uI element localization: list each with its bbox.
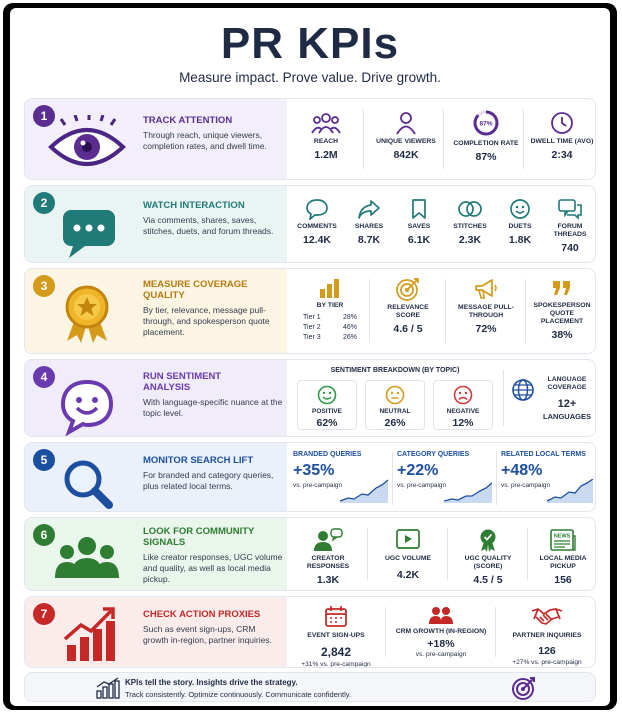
metric-value: 87%: [475, 151, 497, 163]
divider: [367, 528, 368, 580]
section-title: WATCH INTERACTION: [143, 200, 245, 211]
handshake-icon: [530, 605, 564, 627]
section-number: 2: [33, 192, 55, 214]
metric-ugc-volume: [373, 528, 443, 581]
sentiment-breakdown-title: SENTIMENT BREAKDOWN (BY TOPIC): [330, 367, 460, 374]
calendar-icon: [324, 605, 348, 627]
section-number: 5: [33, 449, 55, 471]
section-description: Through reach, unique viewers, completion rates, and dwell time.: [143, 130, 267, 151]
metric-unique-viewers: [371, 111, 441, 161]
page-title: PR KPIs: [220, 19, 400, 68]
section-description: Via comments, shares, saves, stitches, duets, and forum threads.: [143, 215, 274, 236]
metric-comments: [291, 198, 343, 246]
metric-value: 38%: [551, 329, 573, 341]
tier-row: Tier 3 26%: [303, 334, 357, 341]
metric-reach: [291, 111, 361, 161]
metric-label: SHARES: [354, 223, 384, 230]
lift-note: vs. pre-campaign: [397, 482, 447, 489]
metric-label: LOCAL MEDIA PICKUP: [539, 555, 587, 570]
lift-value: +22%: [397, 462, 439, 479]
divider: [447, 528, 448, 580]
creator-icon: [312, 528, 344, 552]
section-monitor-search-lift: [24, 442, 596, 512]
sentiment-value: 62%: [316, 417, 338, 429]
tier-row: Tier 2 46%: [303, 324, 357, 331]
metric-value: 4.5 / 5: [473, 574, 503, 586]
sentiment-neutral: [365, 380, 425, 430]
forum-icon: [557, 198, 583, 220]
metric-dwell-time: [529, 111, 595, 161]
metric-label: EVENT SIGN-UPS: [307, 632, 365, 639]
sparkline-area: [340, 479, 388, 503]
metric-ugc-quality: [453, 528, 523, 586]
metric-label: UNIQUE VIEWERS: [376, 138, 436, 145]
section-number: 3: [33, 275, 55, 297]
section-left-panel: [25, 518, 287, 590]
trend-bars-icon: [95, 677, 121, 699]
section-description: By tier, relevance, message pull-through, and spokesperson quote placement.: [143, 305, 270, 337]
progress-ring-icon: [472, 109, 500, 137]
section-description: Such as event sign-ups, CRM growth in-region, partner inquiries.: [143, 624, 272, 645]
metric-label: CREATOR RESPONSES: [306, 555, 350, 570]
lift-value: +35%: [293, 462, 335, 479]
metric-label: STITCHES: [453, 223, 487, 230]
metric-label: CRM GROWTH (IN-REGION): [395, 628, 487, 635]
comment-icon: [305, 198, 329, 220]
clock-icon: [550, 111, 574, 135]
section-number: 1: [33, 105, 55, 127]
lift-label: CATEGORY QUERIES: [397, 451, 470, 458]
divider: [363, 109, 364, 169]
magnifier-icon: [45, 453, 129, 512]
megaphone-icon: [473, 277, 499, 301]
divider: [443, 109, 444, 169]
chat-bubble-icon: [45, 202, 129, 262]
metric-spokesperson-quote-placement: [529, 277, 595, 341]
negative-face-icon: [453, 385, 473, 405]
globe-icon: [511, 378, 535, 402]
eye-icon: [45, 115, 129, 175]
metric-value: 2:34: [551, 149, 573, 161]
metric-label: RELEVANCE SCORE: [387, 304, 429, 319]
search-lift-category: [397, 451, 497, 505]
metric-value: 2.3K: [458, 234, 482, 246]
metric-value: 8.7K: [357, 234, 381, 246]
language-unit: LANGUAGES: [543, 412, 591, 421]
header: [10, 20, 610, 85]
metric-label: COMMENTS: [297, 223, 337, 230]
share-icon: [357, 198, 381, 220]
divider: [503, 370, 504, 426]
section-run-sentiment-analysis: [24, 359, 596, 437]
sentiment-label: POSITIVE: [312, 408, 342, 415]
metric-value: 12.4K: [302, 234, 332, 246]
metric-value: 126: [538, 645, 556, 657]
growth-chart-icon: [45, 605, 129, 665]
metric-duets: [497, 198, 543, 246]
section-description: For branded and category queries, plus related local terms.: [143, 470, 274, 491]
metric-label: UGC VOLUME: [384, 555, 432, 562]
metric-value: 4.2K: [396, 569, 420, 581]
metric-stitches: [445, 198, 495, 246]
lift-value: +48%: [501, 462, 543, 479]
metric-label: PARTNER INQUIRIES: [512, 632, 582, 639]
metric-label: DWELL TIME (AVG): [530, 138, 594, 145]
section-description: With language-specific nuance at the topic level.: [143, 397, 283, 418]
metric-creator-responses: [293, 528, 363, 586]
footer-tagline: Track consistently. Optimize continuously. Communicate confidently.: [125, 690, 352, 699]
community-icon: [45, 528, 129, 588]
duet-icon: [509, 198, 531, 220]
person-icon: [394, 111, 418, 135]
metric-completion-rate: [451, 109, 521, 163]
sentiment-negative: [433, 380, 493, 430]
divider: [523, 109, 524, 169]
metric-shares: [345, 198, 393, 246]
bar-chart-icon: [318, 277, 342, 299]
section-look-for-community-signals: [24, 517, 596, 591]
metric-saves: [395, 198, 443, 246]
infographic: [10, 8, 610, 706]
sparkline-area: [547, 479, 593, 503]
play-icon: [395, 528, 421, 550]
divider: [495, 607, 496, 657]
section-title: MEASURE COVERAGE QUALITY: [143, 279, 248, 301]
metric-label: FORUM THREADS: [553, 223, 587, 238]
divider: [527, 528, 528, 580]
section-number: 4: [33, 366, 55, 388]
lift-label: RELATED LOCAL TERMS: [501, 451, 586, 458]
ring-text: 87%: [479, 120, 493, 128]
section-left-panel: [25, 269, 287, 353]
metric-value: 6.1K: [407, 234, 431, 246]
metric-crm-growth: [391, 605, 491, 658]
metric-label: MESSAGE PULL-THROUGH: [458, 304, 514, 319]
metric-value: 156: [554, 574, 572, 586]
section-number: 6: [33, 524, 55, 546]
quote-icon: [550, 277, 574, 299]
lift-label: BRANDED QUERIES: [293, 451, 362, 458]
positive-face-icon: [317, 385, 337, 405]
newspaper-text: NEWS: [553, 533, 571, 540]
tier-list: [303, 313, 357, 343]
divider: [525, 279, 526, 343]
metric-by-tier: [295, 277, 365, 343]
smile-chat-icon: [45, 376, 129, 436]
metric-label: REACH: [313, 138, 339, 145]
metric-event-sign-ups: [291, 605, 381, 668]
metric-value: 740: [561, 242, 579, 254]
section-title: MONITOR SEARCH LIFT: [143, 455, 254, 466]
section-measure-coverage-quality: [24, 268, 596, 354]
metric-value: 842K: [393, 149, 419, 161]
section-number: 7: [33, 603, 55, 625]
metric-value: 2,842: [320, 645, 352, 659]
divider: [369, 279, 370, 343]
metric-value: +18%: [427, 638, 455, 650]
metric-note: +31% vs. pre-campaign: [301, 661, 371, 668]
metric-local-media-pickup: [531, 528, 595, 586]
lift-note: vs. pre-campaign: [293, 482, 343, 489]
group-icon: [427, 605, 455, 625]
metric-label: SAVES: [407, 223, 431, 230]
section-track-attention: [24, 98, 596, 180]
bookmark-icon: [409, 198, 429, 220]
section-check-action-proxies: [24, 596, 596, 668]
section-left-panel: [25, 186, 287, 262]
section-description: Like creator responses, UGC volume and quality, as well as local media pickup.: [143, 552, 283, 584]
section-left-panel: [25, 597, 287, 667]
lift-note: vs. pre-campaign: [501, 482, 551, 489]
divider: [385, 607, 386, 657]
stitch-icon: [456, 198, 484, 220]
metric-label: BY TIER: [316, 302, 344, 309]
metric-note: vs. pre-campaign: [415, 651, 467, 658]
neutral-face-icon: [385, 385, 405, 405]
tier-row: Tier 1 28%: [303, 314, 357, 321]
section-left-panel: [25, 99, 287, 179]
page-subtitle: Measure impact. Prove value. Drive growth.: [179, 70, 441, 85]
section-title: CHECK ACTION PROXIES: [143, 609, 261, 620]
sentiment-positive: [297, 380, 357, 430]
sentiment-label: NEGATIVE: [446, 408, 480, 415]
metric-value: 4.6 / 5: [393, 323, 423, 335]
footer: [24, 672, 596, 702]
language-value: 12+: [557, 398, 577, 410]
section-left-panel: [25, 443, 287, 511]
footer-headline: KPIs tell the story. Insights drive the strategy.: [125, 678, 298, 687]
section-title: LOOK FOR COMMUNITY SIGNALS: [143, 526, 255, 548]
sparkline-area: [444, 479, 492, 503]
metric-label: UGC QUALITY (SCORE): [464, 555, 512, 570]
metric-note: +27% vs. pre-campaign: [512, 659, 582, 666]
sentiment-value: 26%: [384, 417, 406, 429]
metric-label: SPOKESPERSON QUOTE PLACEMENT: [533, 302, 591, 325]
metric-label: COMPLETION RATE: [453, 140, 519, 147]
metric-relevance-score: [375, 277, 441, 335]
section-title: TRACK ATTENTION: [143, 115, 233, 126]
metric-value: 1.2M: [314, 149, 338, 161]
sentiment-value: 12%: [452, 417, 474, 429]
divider: [445, 279, 446, 343]
metric-value: 1.3K: [316, 574, 340, 586]
target-icon: [395, 277, 421, 301]
metric-forum-threads: [545, 198, 595, 254]
metric-label: DUETS: [508, 223, 532, 230]
search-lift-branded: [293, 451, 393, 505]
metric-partner-inquiries: [499, 605, 595, 666]
search-lift-local: [501, 451, 595, 505]
metric-value: 1.8K: [508, 234, 532, 246]
metric-value: 72%: [475, 323, 497, 335]
target-arrow-icon: [511, 676, 537, 700]
language-label: LANGUAGE COVERAGE: [547, 376, 587, 391]
metric-message-pull-through: [449, 277, 523, 335]
people-icon: [311, 111, 341, 135]
sentiment-label: NEUTRAL: [379, 408, 411, 415]
newspaper-icon: [549, 528, 577, 552]
section-left-panel: [25, 360, 287, 436]
section-title: RUN SENTIMENT ANALYSIS: [143, 371, 222, 393]
section-watch-interaction: [24, 185, 596, 263]
badge-icon: [476, 528, 500, 552]
medal-icon: [45, 283, 129, 343]
